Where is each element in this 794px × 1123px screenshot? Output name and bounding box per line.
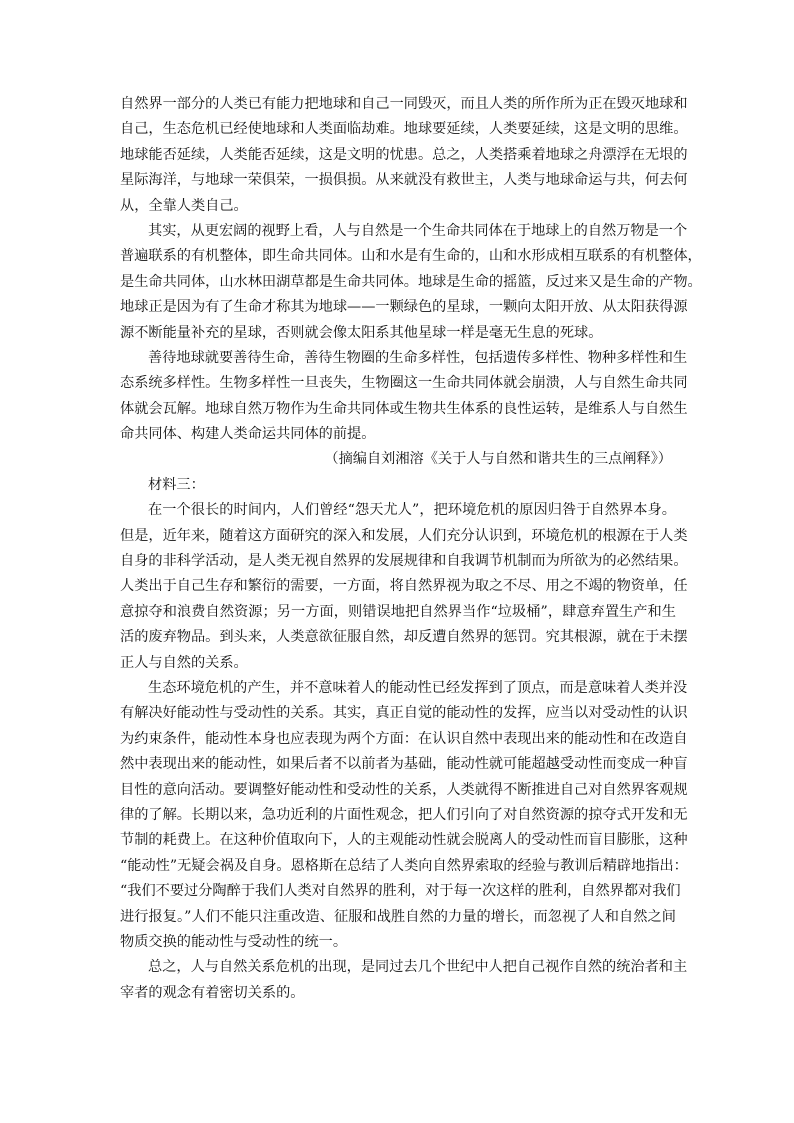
text-line: 意掠夺和浪费自然资源；另一方面，则错误地把自然界当作“垃圾桶”，肆意弃置生产和生	[120, 603, 676, 620]
text-line: 其实，从更宏阔的视野上看，人与自然是一个生命共同体在于地球上的自然万物是一个	[148, 222, 688, 239]
text-line: 正人与自然的关系。	[120, 654, 248, 671]
paragraph	[120, 498, 688, 676]
source-citation	[120, 447, 676, 472]
text-line: 节制的耗费上。在这种价值取向下，人的主观能动性就会脱离人的受动性而盲目膨胀，这种	[120, 832, 688, 849]
text-line: 宰者的观念有着密切关系的。	[120, 984, 305, 1001]
text-line: “能动性”无疑会祸及自身。恩格斯在总结了人类向自然界索取的经验与教训后精辟地指出：	[120, 857, 688, 874]
text-line: 自然界一部分的人类已有能力把地球和自己一同毁灭，而且人类的所作所为正在毁灭地球和	[120, 96, 688, 112]
heading-text: 材料三：	[148, 476, 205, 493]
paragraph	[120, 346, 688, 448]
text-line: 善待地球就要善待生命，善待生物圈的生命多样性，包括遗传多样性、物种多样性和生	[148, 349, 688, 366]
document-page	[120, 92, 702, 1006]
text-line: 态系统多样性。生物多样性一旦丧失，生物圈这一生命共同体就会崩溃，人与自然生命共同	[120, 375, 688, 392]
text-line: 总之，人与自然关系危机的出现，是同过去几个世纪中人把自己视作自然的统治者和主	[148, 959, 688, 976]
paragraph	[120, 676, 688, 955]
text-line: 活的废弃物品。到头来，人类意欲征服自然，却反遭自然界的惩罚。究其根源，就在于未摆	[120, 629, 688, 646]
text-line: 物质交换的能动性与受动性的统一。	[120, 933, 348, 950]
text-line: 但是，近年来，随着这方面研究的深入和发展，人们充分认识到，环境危机的根源在于人类	[120, 527, 688, 544]
text-line: 命共同体、构建人类命运共同体的前提。	[120, 426, 376, 443]
text-line: 地球能否延续，人类能否延续，这是文明的忧患。总之，人类搭乘着地球之舟漂浮在无垠的	[120, 146, 688, 163]
section-heading	[120, 473, 676, 498]
text-line: 普遍联系的有机整体，即生命共同体。山和水是有生命的，山和水形成相互联系的有机整体，	[120, 248, 702, 265]
text-line: 生态环境危机的产生，并不意味着人的能动性已经发挥到了顶点，而是意味着人类并没	[148, 679, 688, 696]
paragraph	[120, 92, 688, 219]
text-line: 是生命共同体，山水林田湖草都是生命共同体。地球是生命的摇篮，反过来又是生命的产物。	[120, 273, 702, 290]
text-line: 为约束条件，能动性本身也应表现为两个方面：在认识自然中表现出来的能动性和在改造自	[120, 730, 688, 747]
text-line: 从，全靠人类自己。	[120, 197, 248, 214]
text-line: 进行报复。”人们不能只注重改造、征服和战胜自然的力量的增长，而忽视了人和自然之间	[120, 908, 676, 925]
source-line: （摘编自刘湘溶《关于人与自然和谐共生的三点阐释》）	[324, 451, 672, 468]
text-line: 体就会瓦解。地球自然万物作为生命共同体或生物共生体系的良性运转，是维系人与自然生	[120, 400, 688, 417]
text-line: 在一个很长的时间内，人们曾经“怨天尤人”，把环境危机的原因归咎于自然界本身。	[148, 502, 676, 519]
text-line: 有解决好能动性与受动性的关系。其实，真正自觉的能动性的发挥，应当以对受动性的认识	[120, 705, 688, 722]
paragraph	[120, 955, 688, 1006]
text-line: 地球正是因为有了生命才称其为地球——一颗绿色的星球，一颗向太阳开放、从太阳获得源	[120, 299, 688, 316]
text-line: 然中表现出来的能动性，如果后者不以前者为基础，能动性就可能超越受动性而变成一种盲	[120, 756, 688, 773]
paragraph	[120, 219, 702, 346]
text-line: 自己，生态危机已经使地球和人类面临劫难。地球要延续，人类要延续，这是文明的思维。	[120, 121, 688, 138]
text-line: 自身的非科学活动，是人类无视自然界的发展规律和自我调节机制而为所欲为的必然结果。	[120, 553, 688, 570]
text-line: 源不断能量补充的星球，否则就会像太阳系其他星球一样是毫无生息的死球。	[120, 324, 603, 341]
text-line: “我们不要过分陶醉于我们人类对自然界的胜利，对于每一次这样的胜利，自然界都对我们	[120, 883, 681, 900]
text-line: 目性的意向活动。要调整好能动性和受动性的关系，人类就得不断推进自己对自然界客观规	[120, 781, 688, 798]
text-line: 律的了解。长期以来，急功近利的片面性观念，把人们引向了对自然资源的掠夺式开发和无	[120, 806, 688, 823]
text-line: 星际海洋，与地球一荣俱荣，一损俱损。从来就没有救世主，人类与地球命运与共，何去何	[120, 172, 688, 189]
text-line: 人类出于自己生存和繁衍的需要，一方面，将自然界视为取之不尽、用之不竭的物资单，任	[120, 578, 688, 595]
